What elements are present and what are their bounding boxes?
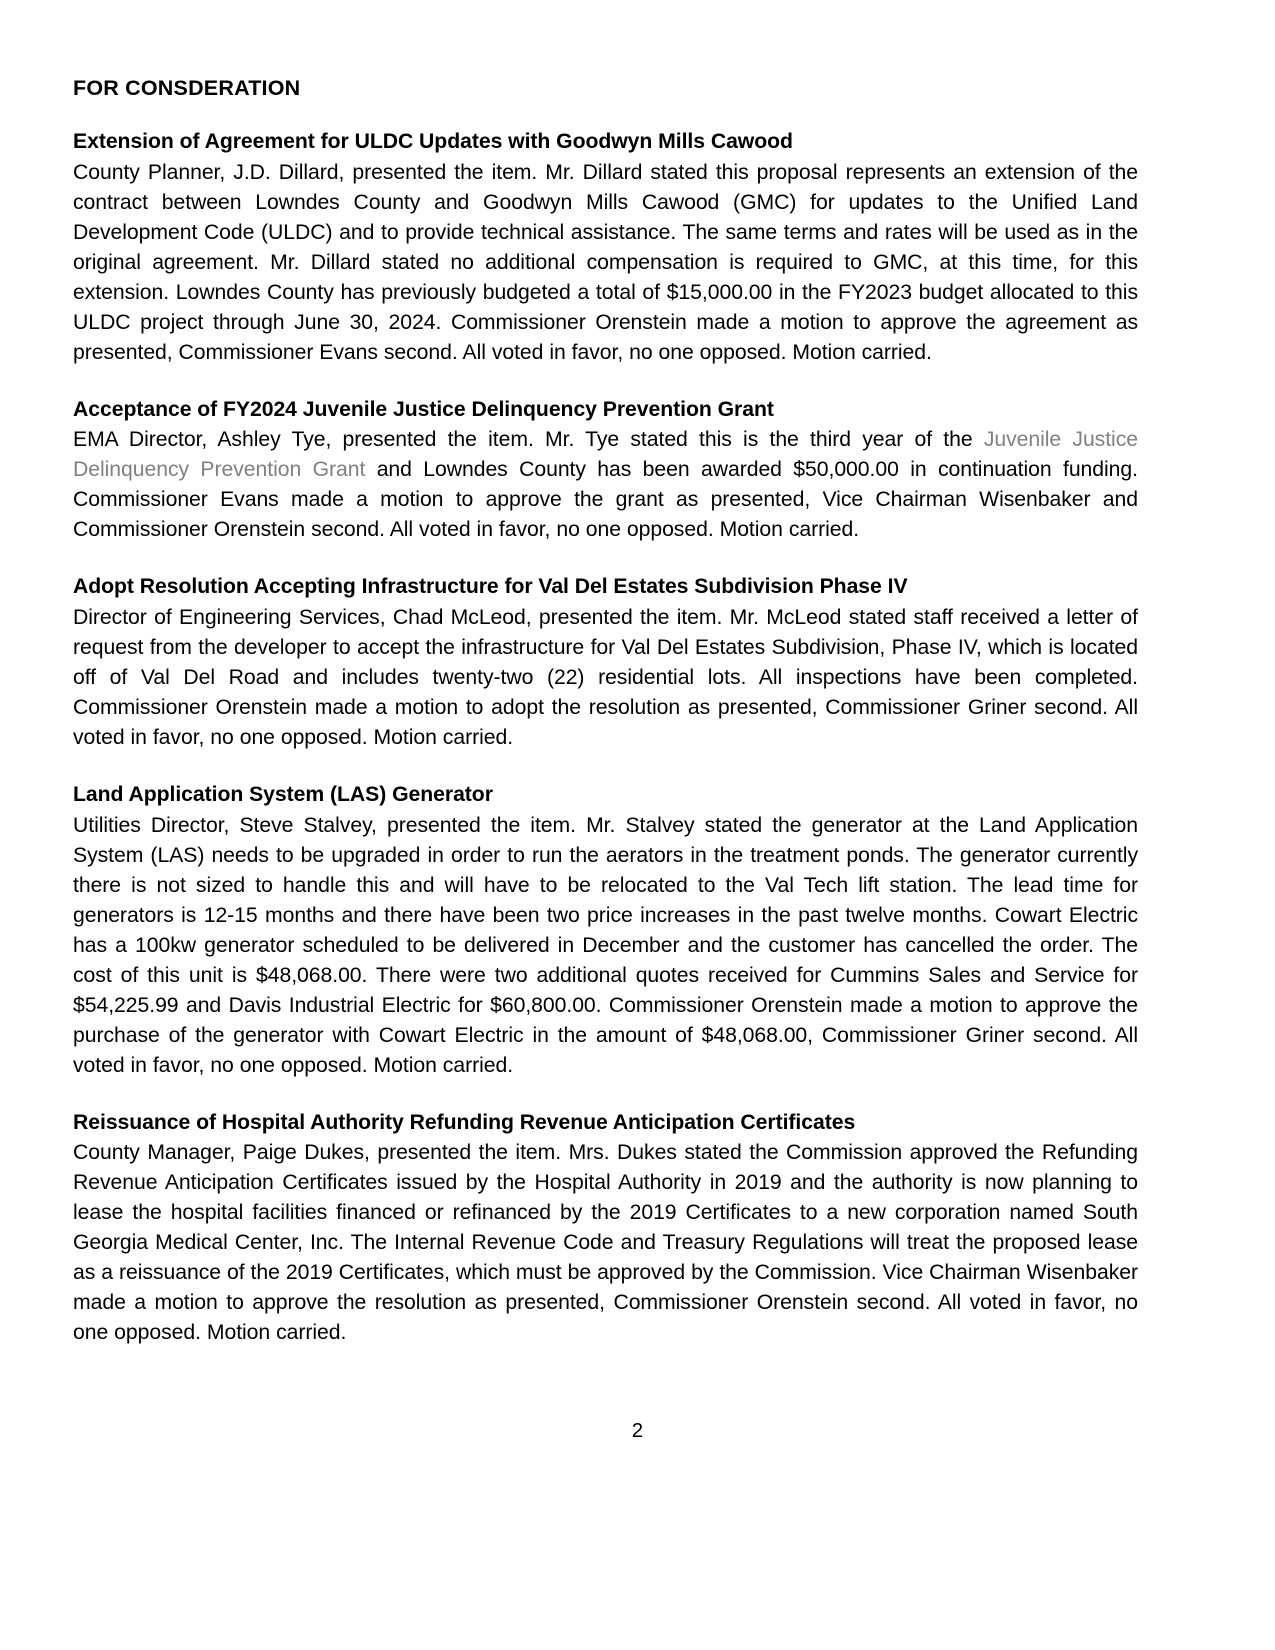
section-body — [73, 425, 1138, 545]
page-title: FOR CONSDERATION — [73, 76, 301, 100]
grayed-grant-name: Juvenile Justice Delinquency Prevention Grant — [73, 428, 1138, 482]
section-heading: Extension of Agreement for ULDC Updates with Goodwyn Mills Cawood — [73, 130, 793, 154]
page-number: 2 — [631, 1419, 644, 1442]
page-content — [73, 74, 1138, 1348]
section-body: Director of Engineering Services, Chad McLeod, presented the item. Mr. McLeod stated staff received a letter of request from the developer to accept the infrastructure for Val Del Estates Subdivision, Phase IV, which is located off of Val Del Road and includes twenty-two (22) residential lots. All inspections have been completed. Commissioner Orenstein made a motion to adopt the resolution as presented, Commissioner Griner second. All voted in favor, no one opposed. Motion carried. — [73, 606, 1138, 750]
section-heading: Reissuance of Hospital Authority Refunding Revenue Anticipation Certificates — [73, 1110, 856, 1134]
section-heading: Adopt Resolution Accepting Infrastructure for Val Del Estates Subdivision Phase IV — [73, 575, 908, 599]
section-body: County Planner, J.D. Dillard, presented the item. Mr. Dillard stated this proposal represents an extension of the contract between Lowndes County and Goodwyn Mills Cawood (GMC) for updates to the Unified Land Development Code (ULDC) and to provide technical assistance. The same terms and rates will be used as in the original agreement. Mr. Dillard stated no additional compensation is required to GMC, at this time, for this extension. Lowndes County has previously budgeted a total of $15,000.00 in the FY2023 budget allocated to this ULDC project through June 30, 2024. Commissioner Orenstein made a motion to approve the agreement as presented, Commissioner Evans second. All voted in favor, no one opposed. Motion carried. — [73, 160, 1138, 364]
section-body: Utilities Director, Steve Stalvey, presented the item. Mr. Stalvey stated the generator at the Land Application System (LAS) needs to be upgraded in order to run the aerators in the treatment ponds. The generator currently there is not sized to handle this and will have to be relocated to the Val Tech lift station. The lead time for generators is 12-15 months and there have been two price increases in the past twelve months. Cowart Electric has a 100kw generator scheduled to be delivered in December and the customer has cancelled the order. The cost of this unit is $48,068.00. There were two additional quotes received for Cummins Sales and Service for $54,225.99 and Davis Industrial Electric for $60,800.00. Commissioner Orenstein made a motion to approve the purchase of the generator with Cowart Electric in the amount of $48,068.00, Commissioner Griner second. All voted in favor, no one opposed. Motion carried. — [73, 813, 1138, 1077]
section-val-del-estates-resolution — [73, 572, 1138, 753]
section-juvenile-justice-grant — [73, 395, 1138, 546]
section-heading: Acceptance of FY2024 Juvenile Justice Delinquency Prevention Grant — [73, 397, 774, 421]
section-body-part-one: EMA Director, Ashley Tye, presented the item. Mr. Tye stated this is the third year of the — [73, 428, 984, 452]
section-hospital-authority-reissuance — [73, 1108, 1138, 1349]
section-body-part-two: and Lowndes County has been awarded $50,000.00 in continuation funding. Commissioner Evans made a motion to approve the grant as presented, Vice Chairman Wisenbaker and Commissioner Orenstein second. All voted in favor, no one opposed. Motion carried. — [73, 458, 1138, 542]
section-las-generator — [73, 780, 1138, 1081]
section-body: County Manager, Paige Dukes, presented the item. Mrs. Dukes stated the Commission approved the Refunding Revenue Anticipation Certificates issued by the Hospital Authority in 2019 and the authority is now planning to lease the hospital facilities financed or refinanced by the 2019 Certificates to a new corporation named South Georgia Medical Center, Inc. The Internal Revenue Code and Treasury Regulations will treat the proposed lease as a reissuance of the 2019 Certificates, which must be approved by the Commission. Vice Chairman Wisenbaker made a motion to approve the resolution as presented, Commissioner Orenstein second. All voted in favor, no one opposed. Motion carried. — [73, 1141, 1138, 1345]
section-heading: Land Application System (LAS) Generator — [73, 783, 493, 807]
section-uldc-extension — [73, 127, 1138, 368]
